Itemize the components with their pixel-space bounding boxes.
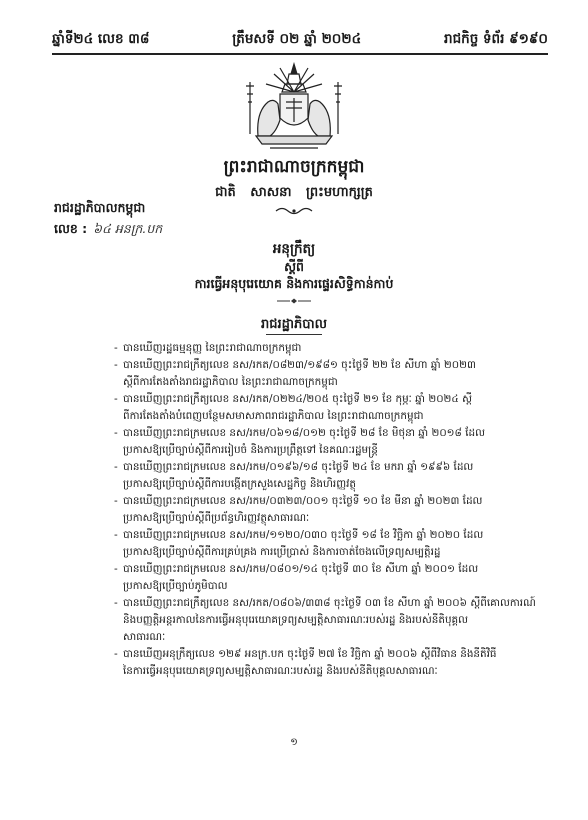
visa-line: និងបញ្ញត្តិអន្តរកាលនៃការធ្វើអនុបុរេយោគទ្រព្យសម្បត្តិសាធារណៈរបស់រដ្ឋ និងរបស់នីតិបុគ្គល — [123, 614, 469, 626]
small-ornament-icon — [276, 298, 312, 304]
header-divider — [52, 53, 548, 55]
header-page-number: រាជកិច្ច ទំព័រ ៩១៩០ — [444, 31, 548, 47]
visa-list — [114, 340, 538, 680]
government-underline — [266, 334, 322, 335]
visa-item — [114, 340, 538, 357]
visa-line: - បានឃើញព្រះរាជក្រឹត្យលេខ នស/រកត/០៨០៦/៣៣៨ ចុះថ្ងៃទី ០៣ ខែ សីហា ឆ្នាំ ២០០៦ ស្ដីពីគោលការណ៍ — [123, 597, 536, 609]
visa-line: - បានឃើញរដ្ឋធម្មនុញ្ញ នៃព្រះរាជាណាចក្រកម្ពុជា — [123, 342, 302, 354]
visa-line: - បានឃើញព្រះរាជក្រឹត្យលេខ នស/រកត/០៨២៣/១៩៨១ ចុះថ្ងៃទី ២២ ខែ សីហា ឆ្នាំ ២០២៣ — [123, 359, 476, 371]
visa-line: ពីការតែងតាំងបំពេញបន្ថែមសមាសភាពរាជរដ្ឋាភិបាល នៃព្រះរាជាណាចក្រកម្ពុជា — [123, 410, 424, 422]
page-number: ១ — [290, 737, 298, 748]
visa-line: ប្រកាសឱ្យប្រើច្បាប់ស្ដីពីការគ្រប់គ្រង ការប្រើប្រាស់ និងការចាត់ចែងលើទ្រព្យសម្បត្តិរដ្ឋ — [123, 546, 441, 558]
header-date: ត្រឹមសទី ០២ ឆ្នាំ ២០២៤ — [232, 31, 362, 47]
visa-line: - បានឃើញព្រះរាជក្រឹត្យលេខ នស/រកត/០២២៤/២០៥ ចុះថ្ងៃទី ២១ ខែ កុម្ភៈ ឆ្នាំ ២០២៤ ស្ដី — [123, 393, 472, 405]
visa-item — [114, 425, 538, 459]
number-label: លេខ : — [54, 221, 88, 236]
visa-line: - បានឃើញព្រះរាជក្រមលេខ នស/រកម/០៣២៣/០០១ ចុះថ្ងៃទី ១០ ខែ មីនា ឆ្នាំ ២០២៣ ដែល — [123, 495, 483, 507]
kingdom-title: ព្រះរាជាណាចក្រកម្ពុជា — [223, 157, 365, 177]
on-word: ស្ដីពី — [284, 259, 304, 274]
header-year-issue: ឆ្នាំទី២៤ លេខ ៣៨ — [52, 31, 150, 47]
number-value: ៦៤ អនក្រ.បក — [93, 221, 163, 236]
visa-line: ស្ដីពីការតែងតាំងរាជរដ្ឋាភិបាល នៃព្រះរាជាណាចក្រកម្ពុជា — [123, 376, 338, 388]
visa-line: - បានឃើញព្រះរាជក្រមលេខ នស/រកម/០៦១៨/០១២ ចុះថ្ងៃទី ២៨ ខែ មិថុនា ឆ្នាំ ២០១៨ ដែល — [123, 427, 485, 439]
document-number — [54, 221, 162, 240]
visa-item — [114, 527, 538, 561]
visa-line: - បានឃើញព្រះរាជក្រមលេខ នស/រកម/០១៩៦/១៨ ចុះថ្ងៃទី ២៤ ខែ មករា ឆ្នាំ ១៩៩៦ ដែល — [123, 461, 474, 473]
visa-line: ប្រកាសឱ្យប្រើច្បាប់ស្ដីពីការបង្កើតក្រសួងសេដ្ឋកិច្ច និងហិរញ្ញវត្ថុ — [123, 478, 356, 490]
visa-line: - បានឃើញព្រះរាជក្រមលេខ នស/រកម/១១២០/០៣០ ចុះថ្ងៃទី ១៨ ខែ វិច្ឆិកា ឆ្នាំ ២០២០ ដែល — [123, 529, 484, 541]
visa-item — [114, 561, 538, 595]
visa-item — [114, 357, 538, 391]
issuer-name: រាជរដ្ឋាភិបាលកម្ពុជា — [54, 200, 146, 215]
government-heading: រាជរដ្ឋាភិបាល — [260, 317, 327, 332]
visa-item — [114, 493, 538, 527]
visa-item — [114, 646, 538, 680]
ornament-divider-icon — [274, 206, 314, 216]
royal-emblem-icon — [240, 62, 348, 150]
visa-line: នៃការធ្វើអនុបុរេយោគទ្រព្យសម្បត្តិសាធារណៈរបស់រដ្ឋ និងរបស់នីតិបុគ្គលសាធារណៈ — [123, 665, 438, 677]
visa-line: ប្រកាសឱ្យប្រើច្បាប់ស្ដីពីប្រព័ន្ធហិរញ្ញវត្ថុសាធារណៈ — [123, 512, 310, 524]
visa-item — [114, 595, 538, 646]
visa-line: ប្រកាសឱ្យប្រើច្បាប់ភូមិបាល — [123, 580, 228, 592]
visa-line: សាធារណៈ — [123, 631, 166, 643]
visa-item — [114, 391, 538, 425]
gazette-header — [52, 24, 548, 50]
document-subject: ការធ្វើអនុបុរេយោគ និងការផ្ទេរសិទ្ធិកាន់កាប់ — [194, 276, 394, 291]
document-type: អនុក្រឹត្យ — [272, 241, 316, 257]
visa-line: - បានឃើញអនុក្រឹត្យលេខ ១២៩ អនក្រ.បក ចុះថ្ងៃទី ២៧ ខែ វិច្ឆិកា ឆ្នាំ ២០០៦ ស្ដីពីវិធាន និងនីតិវិធី — [123, 648, 497, 660]
visa-line: - បានឃើញព្រះរាជក្រមលេខ នស/រកម/០៨០១/១៤ ចុះថ្ងៃទី ៣០ ខែ សីហា ឆ្នាំ ២០០១ ដែល — [123, 563, 479, 575]
visa-item — [114, 459, 538, 493]
visa-line: ប្រកាសឱ្យប្រើច្បាប់ស្ដីពីការរៀបចំ និងការប្រព្រឹត្តទៅ នៃគណៈរដ្ឋមន្ត្រី — [123, 444, 378, 456]
national-motto: ជាតិ សាសនា ព្រះមហាក្សត្រ — [215, 185, 373, 200]
